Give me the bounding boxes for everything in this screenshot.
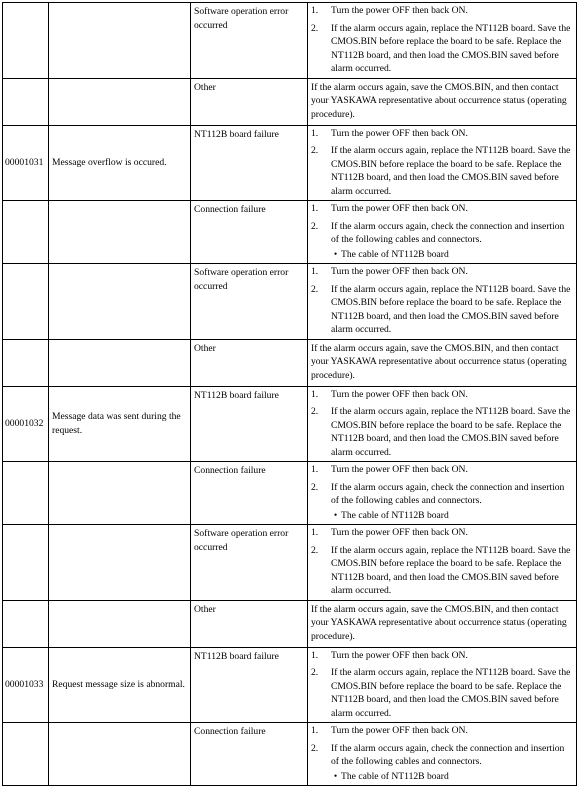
cause-text: NT112B board failure — [194, 128, 279, 140]
table-row — [3, 386, 577, 462]
alarm-code: 00001033 — [5, 679, 44, 690]
remedy-step — [311, 544, 573, 598]
alarm-message-cell — [49, 339, 191, 386]
table-row — [3, 201, 577, 264]
cause-text: Software operation error occurred — [194, 6, 289, 31]
remedy-cell — [308, 600, 577, 647]
step-text: Turn the power OFF then back ON. — [331, 5, 468, 16]
alarm-code-cell — [3, 525, 49, 601]
remedy-step — [311, 724, 573, 738]
alarm-code-cell — [3, 647, 49, 723]
remedy-step — [311, 127, 573, 141]
cause-text: Other — [194, 342, 216, 354]
alarm-code-cell — [3, 125, 49, 201]
step-number: 1. — [311, 5, 319, 16]
table-row — [3, 723, 577, 786]
table-row — [3, 125, 577, 201]
cable-text: The cable of NT112B board — [341, 770, 449, 782]
alarm-message-cell — [49, 647, 191, 723]
remedy-step — [311, 405, 573, 459]
cause-text: Connection failure — [194, 204, 266, 215]
step-text: If the alarm occurs again, replace the NT112B board. Save the CMOS.BIN before replace the board to be safe. Replace the NT112B board, and then load the CMOS.BIN saved before alarm occurred. — [331, 544, 571, 596]
step-number: 2. — [311, 145, 319, 156]
table-row — [3, 264, 577, 340]
other-remedy-text: If the alarm occurs again, save the CMOS.BIN, and then contact your YASKAWA representative about occurrence status (operating procedure). — [311, 81, 567, 120]
remedy-cell — [308, 723, 577, 786]
step-text: If the alarm occurs again, check the connection and insertion of the following cables and connectors. — [331, 742, 565, 767]
alarm-message-cell — [49, 3, 191, 79]
step-text: If the alarm occurs again, check the connection and insertion of the following cables and connectors. — [331, 220, 565, 245]
step-number: 1. — [311, 649, 319, 661]
bullet-icon: • — [333, 770, 338, 782]
table-row — [3, 600, 577, 647]
cause-cell — [191, 3, 308, 79]
alarm-message-cell — [49, 525, 191, 601]
cable-text: The cable of NT112B board — [341, 248, 449, 260]
remedy-cell — [308, 386, 577, 462]
alarm-message-cell — [49, 723, 191, 786]
alarm-message-cell — [49, 264, 191, 340]
step-number: 1. — [311, 527, 319, 538]
bullet-icon: • — [333, 248, 338, 260]
step-number: 1. — [311, 127, 319, 139]
remedy-step — [311, 144, 573, 198]
step-text: Turn the power OFF then back ON. — [331, 266, 468, 277]
cause-text: Connection failure — [194, 726, 266, 737]
step-number: 2. — [311, 283, 319, 295]
alarm-message: Request message size is abnormal. — [52, 679, 185, 690]
cause-text: Software operation error occurred — [194, 267, 289, 292]
remedy-cell — [308, 264, 577, 340]
cause-cell — [191, 339, 308, 386]
step-number: 2. — [311, 406, 319, 417]
remedy-step — [311, 283, 573, 337]
table-row — [3, 3, 577, 79]
cable-bullet-item — [330, 770, 573, 784]
remedy-step — [311, 742, 573, 769]
step-text: If the alarm occurs again, replace the NT112B board. Save the CMOS.BIN before replace the board to be safe. Replace the NT112B board, and then load the CMOS.BIN saved before alarm occurred. — [331, 283, 571, 335]
remedy-step — [311, 265, 573, 279]
step-number: 2. — [311, 544, 319, 556]
alarm-message: Message overflow is occured. — [52, 157, 167, 168]
table-row — [3, 525, 577, 601]
alarm-code-cell — [3, 3, 49, 79]
alarm-message: Message data was sent during the request. — [52, 411, 181, 436]
remedy-step — [311, 4, 573, 18]
step-text: If the alarm occurs again, replace the NT112B board. Save the CMOS.BIN before replace the board to be safe. Replace the NT112B board, and then load the CMOS.BIN saved before alarm occurred. — [331, 667, 571, 719]
cause-text: Other — [194, 603, 216, 615]
table-row — [3, 78, 577, 125]
cable-bullet-item — [330, 248, 573, 262]
alarm-message-cell — [49, 386, 191, 462]
cause-cell — [191, 264, 308, 340]
alarm-message-cell — [49, 78, 191, 125]
step-text: If the alarm occurs again, check the connection and insertion of the following cables and connectors. — [331, 481, 565, 506]
remedy-step — [311, 202, 573, 216]
remedy-cell — [308, 339, 577, 386]
step-number: 1. — [311, 388, 319, 400]
step-number: 1. — [311, 464, 319, 475]
alarm-code-cell — [3, 600, 49, 647]
alarm-code-cell — [3, 78, 49, 125]
remedy-cell — [308, 125, 577, 201]
cause-cell — [191, 201, 308, 264]
cable-bullet-item — [330, 509, 573, 523]
table-row — [3, 647, 577, 723]
alarm-code: 00001031 — [5, 157, 44, 168]
table-row — [3, 339, 577, 386]
remedy-cell — [308, 78, 577, 125]
step-text: Turn the power OFF then back ON. — [331, 649, 468, 661]
step-text: Turn the power OFF then back ON. — [331, 527, 468, 538]
cause-text: Software operation error occurred — [194, 528, 289, 553]
alarm-code-cell — [3, 201, 49, 264]
remedy-cell — [308, 201, 577, 264]
step-text: Turn the power OFF then back ON. — [331, 203, 468, 214]
alarm-message-cell — [49, 125, 191, 201]
remedy-step — [311, 649, 573, 663]
step-number: 1. — [311, 725, 319, 736]
cause-text: Connection failure — [194, 465, 266, 476]
step-text: Turn the power OFF then back ON. — [331, 388, 468, 400]
step-text: Turn the power OFF then back ON. — [331, 464, 468, 475]
other-remedy-text: If the alarm occurs again, save the CMOS.BIN, and then contact your YASKAWA representative about occurrence status (operating procedure). — [311, 603, 567, 642]
remedy-cell — [308, 3, 577, 79]
step-number: 2. — [311, 22, 319, 34]
step-text: If the alarm occurs again, replace the NT112B board. Save the CMOS.BIN before replace the board to be safe. Replace the NT112B board, and then load the CMOS.BIN saved before alarm occurred. — [331, 22, 571, 74]
step-number: 1. — [311, 203, 319, 214]
cable-text: The cable of NT112B board — [341, 509, 449, 521]
alarm-message-cell — [49, 600, 191, 647]
step-number: 2. — [311, 667, 319, 678]
table-row — [3, 462, 577, 525]
other-remedy-text: If the alarm occurs again, save the CMOS.BIN, and then contact your YASKAWA representative about occurrence status (operating procedure). — [311, 342, 567, 381]
step-text: Turn the power OFF then back ON. — [331, 725, 468, 736]
remedy-step — [311, 220, 573, 247]
cause-cell — [191, 647, 308, 723]
cause-cell — [191, 525, 308, 601]
cause-text: NT112B board failure — [194, 389, 279, 401]
alarm-code: 00001032 — [5, 418, 44, 429]
step-text: If the alarm occurs again, replace the NT112B board. Save the CMOS.BIN before replace the board to be safe. Replace the NT112B board, and then load the CMOS.BIN saved before alarm occurred. — [331, 406, 571, 458]
remedy-step — [311, 463, 573, 477]
remedy-step — [311, 666, 573, 720]
alarm-code-cell — [3, 264, 49, 340]
remedy-step — [311, 22, 573, 76]
alarm-code-cell — [3, 386, 49, 462]
cause-cell — [191, 78, 308, 125]
step-text: Turn the power OFF then back ON. — [331, 127, 468, 139]
step-number: 2. — [311, 220, 319, 232]
alarm-code-cell — [3, 723, 49, 786]
remedy-cell — [308, 462, 577, 525]
cause-cell — [191, 386, 308, 462]
cause-cell — [191, 600, 308, 647]
remedy-step — [311, 481, 573, 508]
alarm-message-cell — [49, 201, 191, 264]
step-number: 2. — [311, 742, 319, 754]
remedy-step — [311, 526, 573, 540]
alarm-code-cell — [3, 339, 49, 386]
alarm-code-cell — [3, 462, 49, 525]
alarm-message-cell — [49, 462, 191, 525]
cause-cell — [191, 462, 308, 525]
cause-text: NT112B board failure — [194, 650, 279, 662]
alarm-table — [2, 2, 577, 786]
remedy-step — [311, 388, 573, 402]
bullet-icon: • — [333, 509, 338, 521]
step-text: If the alarm occurs again, replace the NT112B board. Save the CMOS.BIN before replace the board to be safe. Replace the NT112B board, and then load the CMOS.BIN saved before alarm occurred. — [331, 145, 571, 197]
step-number: 1. — [311, 266, 319, 277]
remedy-cell — [308, 525, 577, 601]
step-number: 2. — [311, 481, 319, 493]
cause-cell — [191, 723, 308, 786]
cause-cell — [191, 125, 308, 201]
remedy-cell — [308, 647, 577, 723]
cause-text: Other — [194, 81, 216, 93]
